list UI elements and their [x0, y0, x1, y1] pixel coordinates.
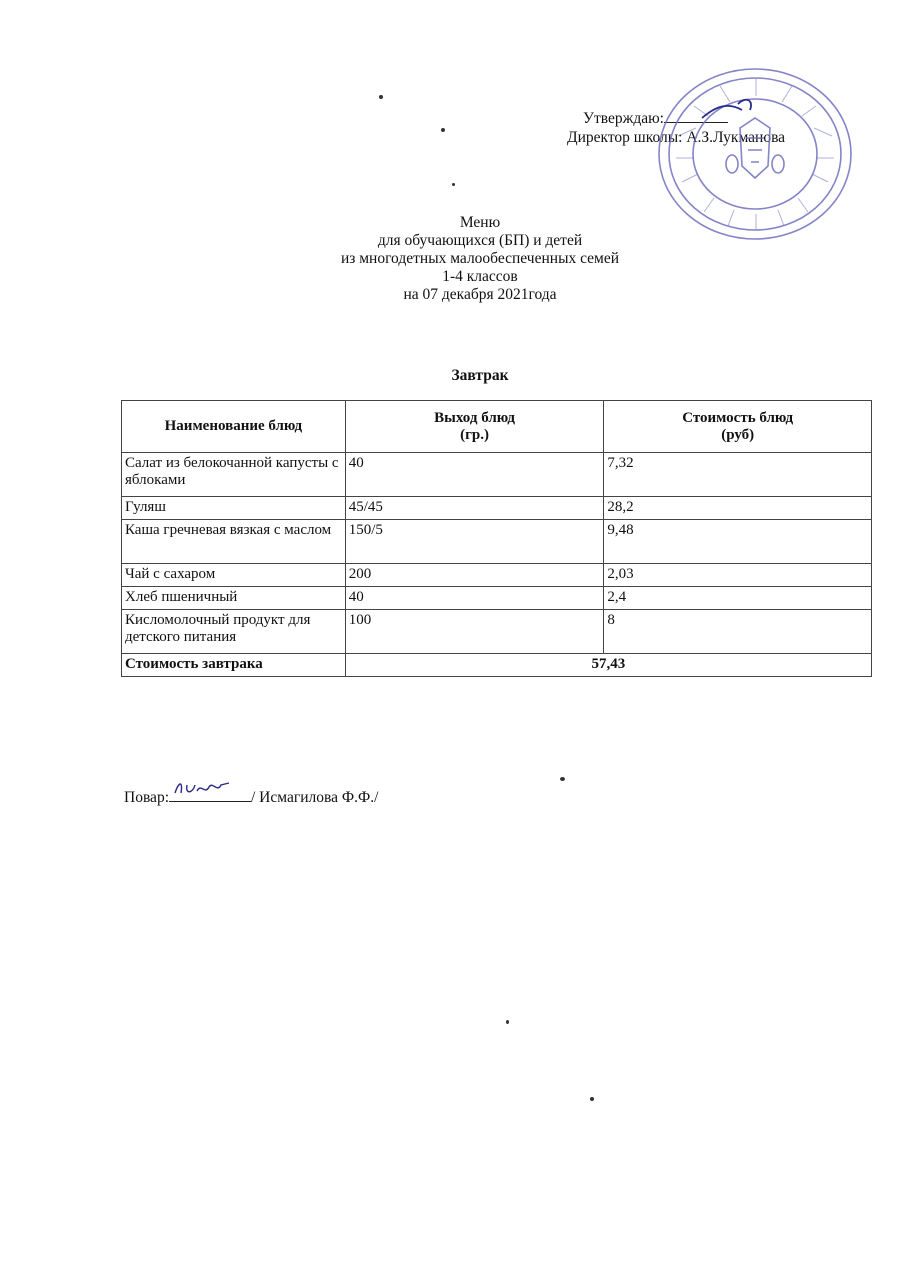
cook-label: Повар:: [124, 789, 169, 806]
dish-output: 100: [345, 610, 604, 654]
cook-name: / Исмагилова Ф.Ф./: [251, 789, 379, 806]
table-row: [122, 587, 872, 610]
dish-name: Гуляш: [122, 497, 346, 520]
table-header-row: [122, 401, 872, 453]
dish-output: 150/5: [345, 520, 604, 564]
header-output-line2: (гр.): [460, 426, 489, 443]
document-title: [230, 214, 730, 304]
dish-cost: 7,32: [604, 453, 872, 497]
table-row: [122, 520, 872, 564]
table-row: [122, 453, 872, 497]
header-cost-line2: (руб): [721, 426, 755, 443]
director-line: Директор школы: А.З.Лукманова: [567, 129, 786, 146]
table-row: [122, 564, 872, 587]
dish-name: Чай с сахаром: [122, 564, 346, 587]
total-value: 57,43: [345, 654, 871, 677]
dish-name: Каша гречневая вязкая с маслом: [122, 520, 346, 564]
dish-cost: 28,2: [604, 497, 872, 520]
total-label: Стоимость завтрака: [122, 654, 346, 677]
header-output-line1: Выход блюд: [434, 409, 515, 426]
scan-speck: [590, 1097, 594, 1101]
title-line-3: из многодетных малообеспеченных семей: [340, 250, 620, 267]
dish-cost: 9,48: [604, 520, 872, 564]
cook-signature: [169, 785, 251, 802]
dish-output: 40: [345, 453, 604, 497]
dish-name: Хлеб пшеничный: [122, 587, 346, 610]
menu-table: [121, 400, 872, 677]
dish-cost: 2,03: [604, 564, 872, 587]
title-line-5: на 07 декабря 2021года: [403, 286, 557, 303]
handwritten-signature-icon: [173, 779, 233, 797]
title-line-2: для обучающихся (БП) и детей: [377, 232, 583, 249]
approved-label: Утверждаю:: [583, 110, 664, 127]
cook-line: [124, 785, 378, 807]
scan-speck: [506, 1020, 509, 1024]
table-row: [122, 610, 872, 654]
dish-name: Салат из белокочанной капусты с яблоками: [122, 453, 346, 497]
title-line-1: Меню: [459, 214, 501, 231]
dish-output: 40: [345, 587, 604, 610]
scan-speck: [452, 183, 455, 186]
header-output: [345, 401, 604, 453]
header-cost-line1: Стоимость блюд: [682, 409, 794, 426]
dish-cost: 8: [604, 610, 872, 654]
dish-cost: 2,4: [604, 587, 872, 610]
header-dish-name: Наименование блюд: [122, 401, 346, 453]
dish-output: 45/45: [345, 497, 604, 520]
table-row: [122, 497, 872, 520]
scan-speck: [560, 777, 565, 781]
title-line-4: 1-4 классов: [442, 268, 518, 285]
scan-speck: [379, 95, 383, 99]
dish-output: 200: [345, 564, 604, 587]
header-cost: [604, 401, 872, 453]
scan-speck: [441, 128, 445, 132]
table-total-row: [122, 654, 872, 677]
dish-name: Кисломолочный продукт для детского питания: [122, 610, 346, 654]
meal-title: Завтрак: [451, 367, 509, 384]
